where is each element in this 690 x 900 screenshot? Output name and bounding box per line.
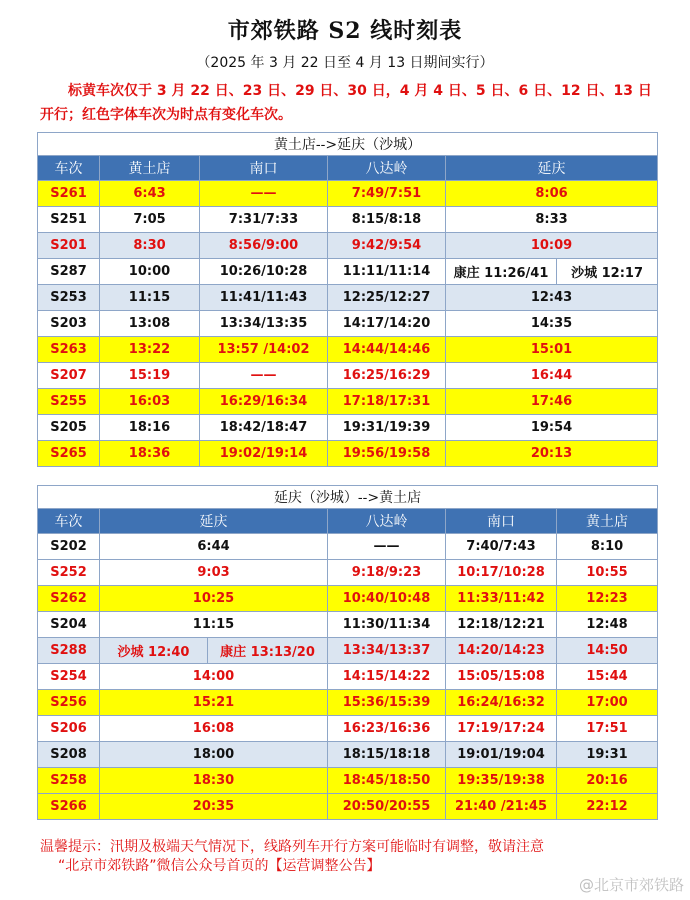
time-cell: 18:36 xyxy=(100,441,200,467)
time-cell: 13:22 xyxy=(100,337,200,363)
time-cell: 8:06 xyxy=(446,181,658,207)
time-cell: 17:51 xyxy=(557,716,658,742)
table-row xyxy=(38,742,658,768)
time-cell: 10:55 xyxy=(557,560,658,586)
column-header: 八达岭 xyxy=(328,509,446,534)
time-cell: 10:17/10:28 xyxy=(446,560,557,586)
table-row xyxy=(38,716,658,742)
time-cell: 10:00 xyxy=(100,259,200,285)
time-cell: 20:13 xyxy=(446,441,658,467)
time-cell: 康庄 13:13/20 xyxy=(208,638,328,664)
column-header: 延庆 xyxy=(100,509,328,534)
time-cell: 8:56/9:00 xyxy=(200,233,328,259)
table-row xyxy=(38,207,658,233)
time-cell: 15:36/15:39 xyxy=(328,690,446,716)
train-number: S201 xyxy=(38,233,100,259)
page-title: 市郊铁路 S2 线时刻表 xyxy=(227,18,463,44)
time-cell: 7:05 xyxy=(100,207,200,233)
table-row xyxy=(38,690,658,716)
schedule-note: 标黄车次仅于 3 月 22 日、23 日、29 日、30 日，4 月 4 日、5 日、6 日、12 日、13 日开行；红色字体车次为时点有变化车次。 xyxy=(40,83,652,123)
time-cell: 14:17/14:20 xyxy=(328,311,446,337)
time-cell: 17:19/17:24 xyxy=(446,716,557,742)
time-cell: 7:40/7:43 xyxy=(446,534,557,560)
train-number: S205 xyxy=(38,415,100,441)
time-cell: 15:01 xyxy=(446,337,658,363)
effective-period: （2025 年 3 月 22 日至 4 月 13 日期间实行） xyxy=(196,55,494,71)
time-cell: 12:48 xyxy=(557,612,658,638)
time-cell: 14:44/14:46 xyxy=(328,337,446,363)
train-number: S253 xyxy=(38,285,100,311)
train-number: S256 xyxy=(38,690,100,716)
time-cell: 16:24/16:32 xyxy=(446,690,557,716)
time-cell: 22:12 xyxy=(557,794,658,820)
time-cell: 7:31/7:33 xyxy=(200,207,328,233)
time-cell: 16:44 xyxy=(446,363,658,389)
time-cell: 沙城 12:17 xyxy=(557,259,658,285)
time-cell: 8:33 xyxy=(446,207,658,233)
train-number: S207 xyxy=(38,363,100,389)
time-cell: 14:15/14:22 xyxy=(328,664,446,690)
time-cell: —— xyxy=(200,181,328,207)
time-cell: 21:40 /21:45 xyxy=(446,794,557,820)
time-cell: 17:00 xyxy=(557,690,658,716)
time-cell: 18:42/18:47 xyxy=(200,415,328,441)
warm-tip xyxy=(40,838,660,876)
time-cell: 17:18/17:31 xyxy=(328,389,446,415)
time-cell: 19:54 xyxy=(446,415,658,441)
train-number: S251 xyxy=(38,207,100,233)
train-number: S263 xyxy=(38,337,100,363)
time-cell: 12:18/12:21 xyxy=(446,612,557,638)
train-number: S254 xyxy=(38,664,100,690)
table-row xyxy=(38,560,658,586)
time-cell: 15:19 xyxy=(100,363,200,389)
time-cell: 9:42/9:54 xyxy=(328,233,446,259)
column-header: 南口 xyxy=(446,509,557,534)
direction-row xyxy=(38,486,658,509)
train-number: S204 xyxy=(38,612,100,638)
time-cell: 19:01/19:04 xyxy=(446,742,557,768)
time-cell: 11:33/11:42 xyxy=(446,586,557,612)
time-cell: 19:56/19:58 xyxy=(328,441,446,467)
table-row xyxy=(38,794,658,820)
table-row xyxy=(38,181,658,207)
table-row xyxy=(38,586,658,612)
time-cell: —— xyxy=(328,534,446,560)
time-cell: 11:41/11:43 xyxy=(200,285,328,311)
train-number: S258 xyxy=(38,768,100,794)
time-cell: 7:49/7:51 xyxy=(328,181,446,207)
time-cell: 10:09 xyxy=(446,233,658,259)
direction-row xyxy=(38,133,658,156)
table-row xyxy=(38,363,658,389)
table-row xyxy=(38,415,658,441)
time-cell: 10:25 xyxy=(100,586,328,612)
train-number: S265 xyxy=(38,441,100,467)
time-cell: 14:00 xyxy=(100,664,328,690)
watermark: @北京市郊铁路 xyxy=(578,876,684,894)
time-cell: 13:57 /14:02 xyxy=(200,337,328,363)
time-cell: 8:30 xyxy=(100,233,200,259)
train-number: S266 xyxy=(38,794,100,820)
time-cell: 15:44 xyxy=(557,664,658,690)
train-number: S252 xyxy=(38,560,100,586)
time-cell: 11:11/11:14 xyxy=(328,259,446,285)
time-cell: 8:10 xyxy=(557,534,658,560)
time-cell: 18:16 xyxy=(100,415,200,441)
direction-label: 延庆（沙城）-->黄土店 xyxy=(38,486,658,509)
train-number: S287 xyxy=(38,259,100,285)
train-number: S262 xyxy=(38,586,100,612)
time-cell: 16:08 xyxy=(100,716,328,742)
column-header: 南口 xyxy=(200,156,328,181)
train-number: S288 xyxy=(38,638,100,664)
table-row xyxy=(38,441,658,467)
time-cell: 16:23/16:36 xyxy=(328,716,446,742)
time-cell: 6:44 xyxy=(100,534,328,560)
table-header xyxy=(38,509,658,534)
table-row xyxy=(38,285,658,311)
time-cell: 9:03 xyxy=(100,560,328,586)
time-cell: 20:50/20:55 xyxy=(328,794,446,820)
train-number: S255 xyxy=(38,389,100,415)
direction-label: 黄土店-->延庆（沙城） xyxy=(38,133,658,156)
time-cell: 19:31 xyxy=(557,742,658,768)
inbound-timetable xyxy=(37,485,657,820)
time-cell: 19:02/19:14 xyxy=(200,441,328,467)
time-cell: 17:46 xyxy=(446,389,658,415)
column-header: 黄土店 xyxy=(557,509,658,534)
table-row xyxy=(38,233,658,259)
table-row xyxy=(38,768,658,794)
time-cell: 18:15/18:18 xyxy=(328,742,446,768)
time-cell: 14:50 xyxy=(557,638,658,664)
table-row xyxy=(38,337,658,363)
train-number: S261 xyxy=(38,181,100,207)
time-cell: 18:30 xyxy=(100,768,328,794)
train-number: S208 xyxy=(38,742,100,768)
time-cell: 19:35/19:38 xyxy=(446,768,557,794)
tip-line-1: 温馨提示：汛期及极端天气情况下，线路列车开行方案可能临时有调整，敬请注意 xyxy=(40,839,544,855)
column-header: 车次 xyxy=(38,156,100,181)
time-cell: 6:43 xyxy=(100,181,200,207)
time-cell: 18:45/18:50 xyxy=(328,768,446,794)
tip-line-2: “北京市郊铁路”微信公众号首页的【运营调整公告】 xyxy=(58,858,381,874)
table-row xyxy=(38,534,658,560)
table-row xyxy=(38,389,658,415)
column-header: 延庆 xyxy=(446,156,658,181)
time-cell: 15:21 xyxy=(100,690,328,716)
time-cell: 12:43 xyxy=(446,285,658,311)
time-cell: 14:20/14:23 xyxy=(446,638,557,664)
time-cell: 13:34/13:35 xyxy=(200,311,328,337)
column-header: 车次 xyxy=(38,509,100,534)
time-cell: 11:15 xyxy=(100,612,328,638)
column-header: 八达岭 xyxy=(328,156,446,181)
table-row xyxy=(38,612,658,638)
time-cell: 20:16 xyxy=(557,768,658,794)
table-header xyxy=(38,156,658,181)
time-cell: 11:15 xyxy=(100,285,200,311)
time-cell: 20:35 xyxy=(100,794,328,820)
time-cell: 8:15/8:18 xyxy=(328,207,446,233)
time-cell: 9:18/9:23 xyxy=(328,560,446,586)
time-cell: 18:00 xyxy=(100,742,328,768)
table-row xyxy=(38,664,658,690)
time-cell: 13:34/13:37 xyxy=(328,638,446,664)
time-cell: 16:29/16:34 xyxy=(200,389,328,415)
column-header: 黄土店 xyxy=(100,156,200,181)
time-cell: 15:05/15:08 xyxy=(446,664,557,690)
table-row xyxy=(38,311,658,337)
time-cell: 14:35 xyxy=(446,311,658,337)
time-cell: 13:08 xyxy=(100,311,200,337)
time-cell: 12:23 xyxy=(557,586,658,612)
time-cell: 10:40/10:48 xyxy=(328,586,446,612)
time-cell: 16:25/16:29 xyxy=(328,363,446,389)
table-row xyxy=(38,259,658,285)
time-cell: 12:25/12:27 xyxy=(328,285,446,311)
time-cell: 康庄 11:26/41 xyxy=(446,259,557,285)
time-cell: 16:03 xyxy=(100,389,200,415)
time-cell: 19:31/19:39 xyxy=(328,415,446,441)
time-cell: 10:26/10:28 xyxy=(200,259,328,285)
train-number: S206 xyxy=(38,716,100,742)
outbound-timetable xyxy=(37,132,657,467)
table-row xyxy=(38,638,658,664)
time-cell: 11:30/11:34 xyxy=(328,612,446,638)
train-number: S202 xyxy=(38,534,100,560)
train-number: S203 xyxy=(38,311,100,337)
time-cell: 沙城 12:40 xyxy=(100,638,208,664)
time-cell: —— xyxy=(200,363,328,389)
